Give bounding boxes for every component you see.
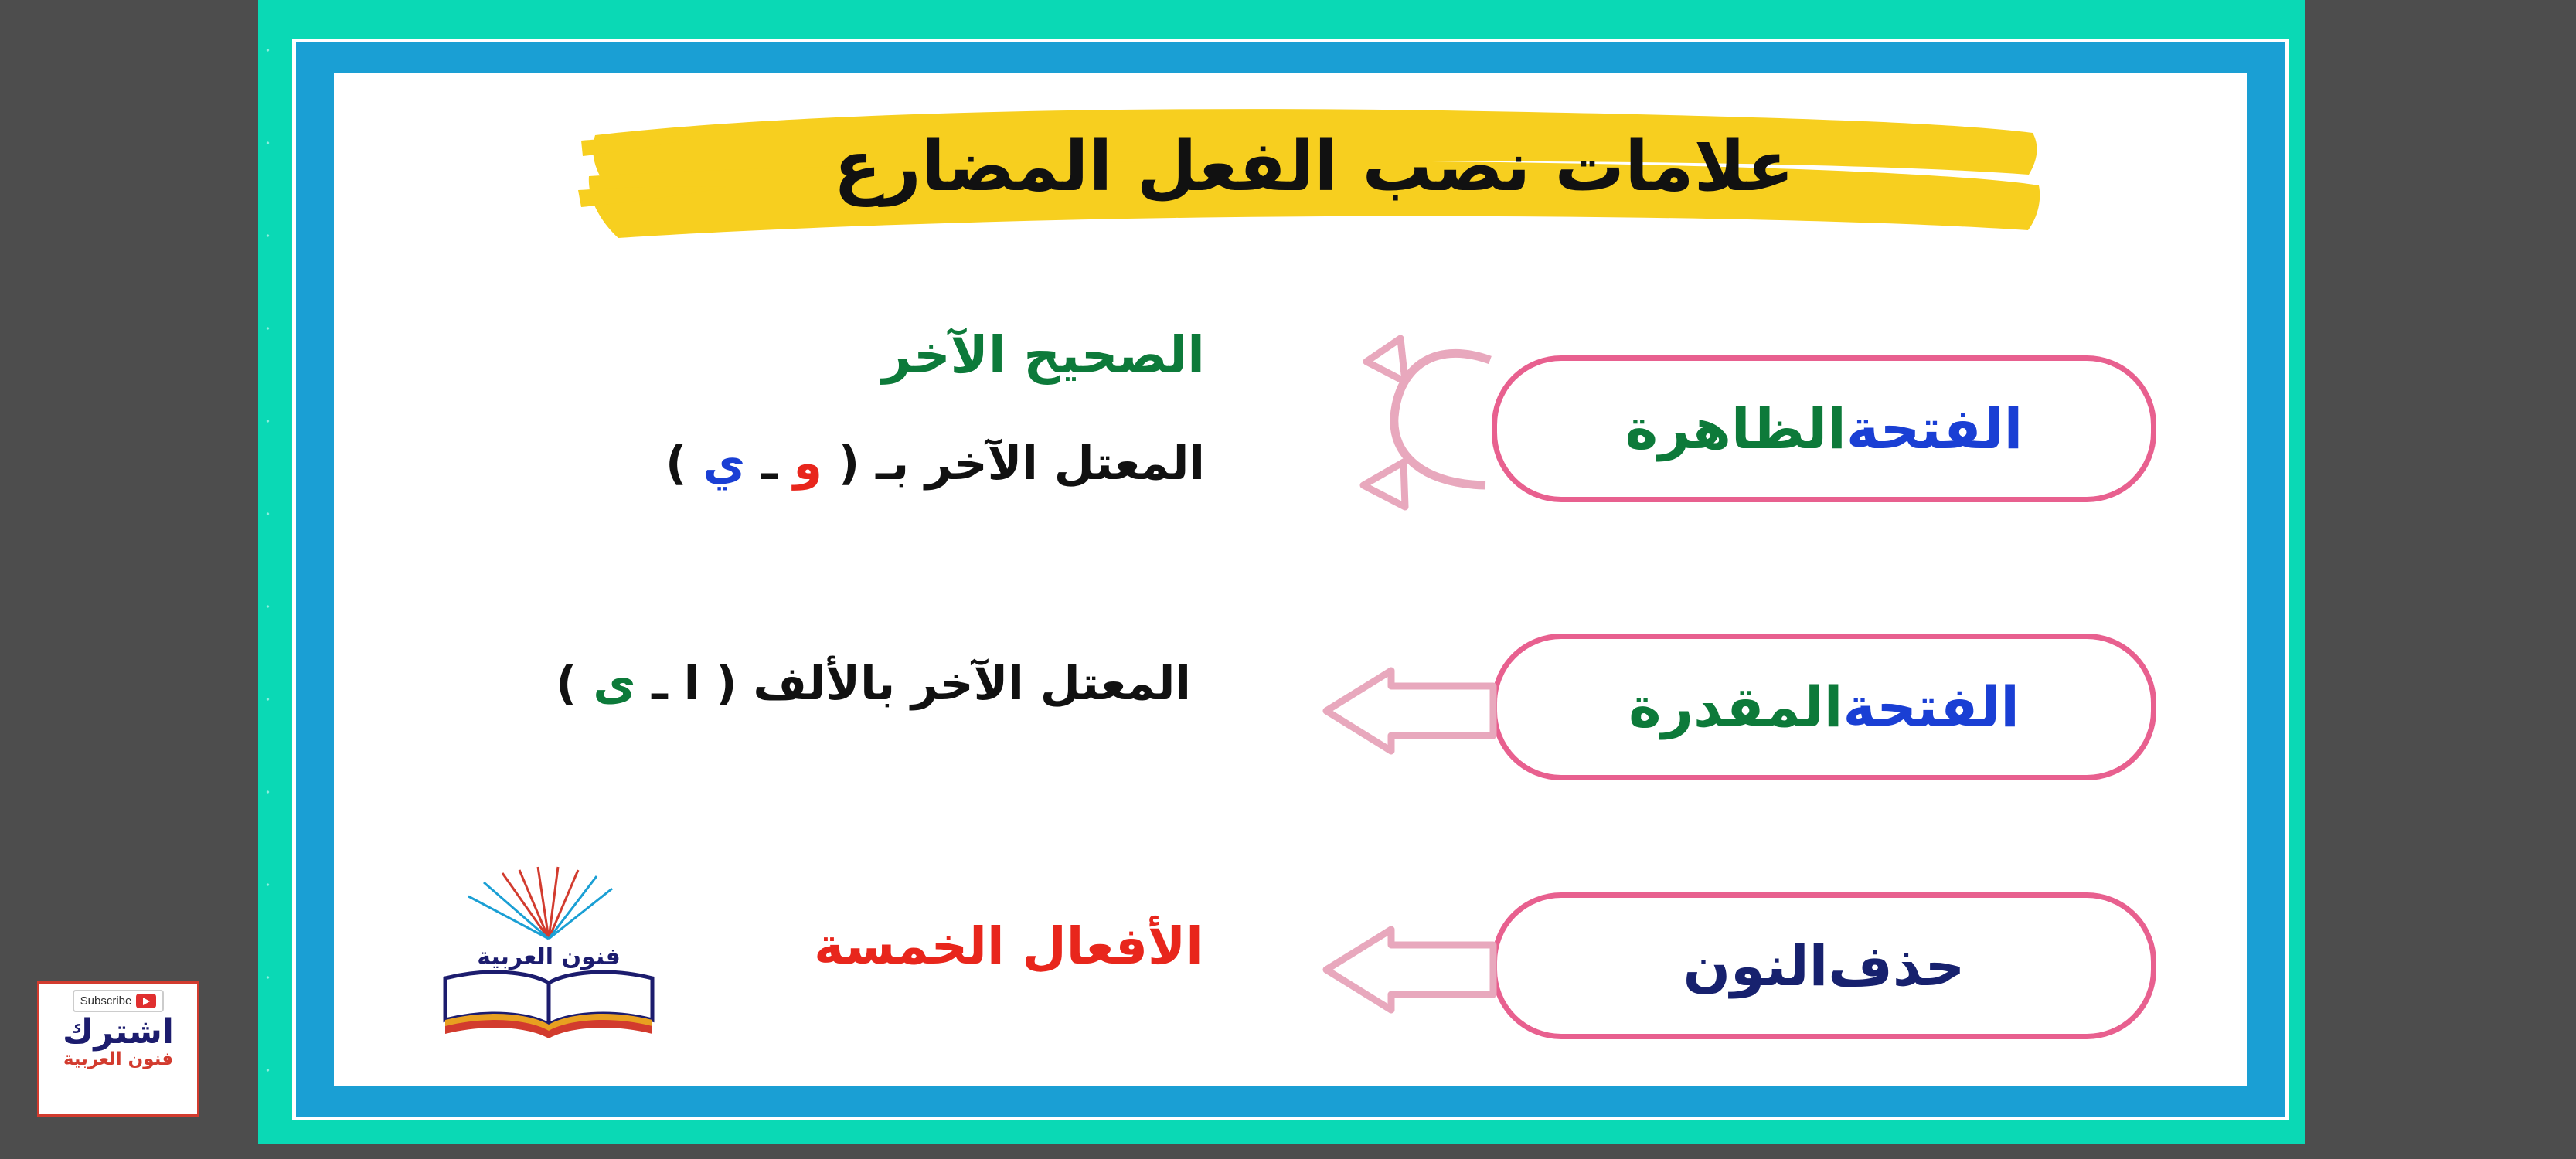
row-1-explanation-2 xyxy=(541,433,1329,495)
row-1-expl2-letter-waw: و xyxy=(793,437,822,491)
left-arrow-row-2 xyxy=(1314,664,1499,757)
pill-2-label-part2: المقدرة xyxy=(1628,675,1843,739)
curved-branch-arrow-row-1 xyxy=(1314,325,1507,518)
youtube-play-icon xyxy=(136,994,156,1008)
pill-3-label-part1: حذف xyxy=(1828,933,1965,998)
sign-pill-hadhf-nun[interactable] xyxy=(1492,892,2156,1039)
pill-1-label-part2: الظاهرة xyxy=(1625,396,1846,461)
row-2-expl-letter-alif-maqsura: ى xyxy=(593,657,636,711)
subscribe-arabic-label: اشترك xyxy=(63,1012,175,1052)
row-2-expl-after: ) xyxy=(556,657,594,711)
sign-pill-fatha-zahira[interactable] xyxy=(1492,355,2156,502)
row-1-expl2-after: ) xyxy=(665,437,703,491)
subscribe-button[interactable] xyxy=(73,990,165,1012)
sign-pill-fatha-muqaddara[interactable] xyxy=(1492,634,2156,780)
pill-1-label-part1: الفتحة xyxy=(1846,396,2023,461)
row-2-expl-before: المعتل الآخر بالألف ( xyxy=(699,657,1191,711)
pill-3-label-part2: النون xyxy=(1683,933,1829,998)
row-3-explanation: الأفعال الخمسة xyxy=(814,916,1203,976)
subscribe-watermark[interactable] xyxy=(37,981,199,1117)
page-title: علامات نصب الفعل المضارع xyxy=(833,126,1795,207)
channel-name-label: فنون العربية xyxy=(63,1049,174,1069)
svg-text:فنون العربية: فنون العربية xyxy=(477,943,621,970)
subscribe-button-label: Subscribe xyxy=(80,994,132,1008)
row-1-expl2-letter-yaa: ي xyxy=(703,437,746,491)
title-block xyxy=(572,100,2056,255)
channel-logo-icon xyxy=(417,865,680,1043)
left-arrow-row-3 xyxy=(1314,923,1499,1016)
row-2-expl-separator: ـ xyxy=(635,657,684,711)
row-2-explanation xyxy=(417,653,1329,715)
row-1-expl2-before: المعتل الآخر بـ ( xyxy=(822,437,1205,491)
row-1-explanation-1: الصحيح الآخر xyxy=(882,325,1205,385)
row-2-expl-letter-alif: ا xyxy=(683,657,700,711)
row-1-expl2-separator: ـ xyxy=(745,437,794,491)
pill-2-label-part1: الفتحة xyxy=(1843,675,2020,739)
